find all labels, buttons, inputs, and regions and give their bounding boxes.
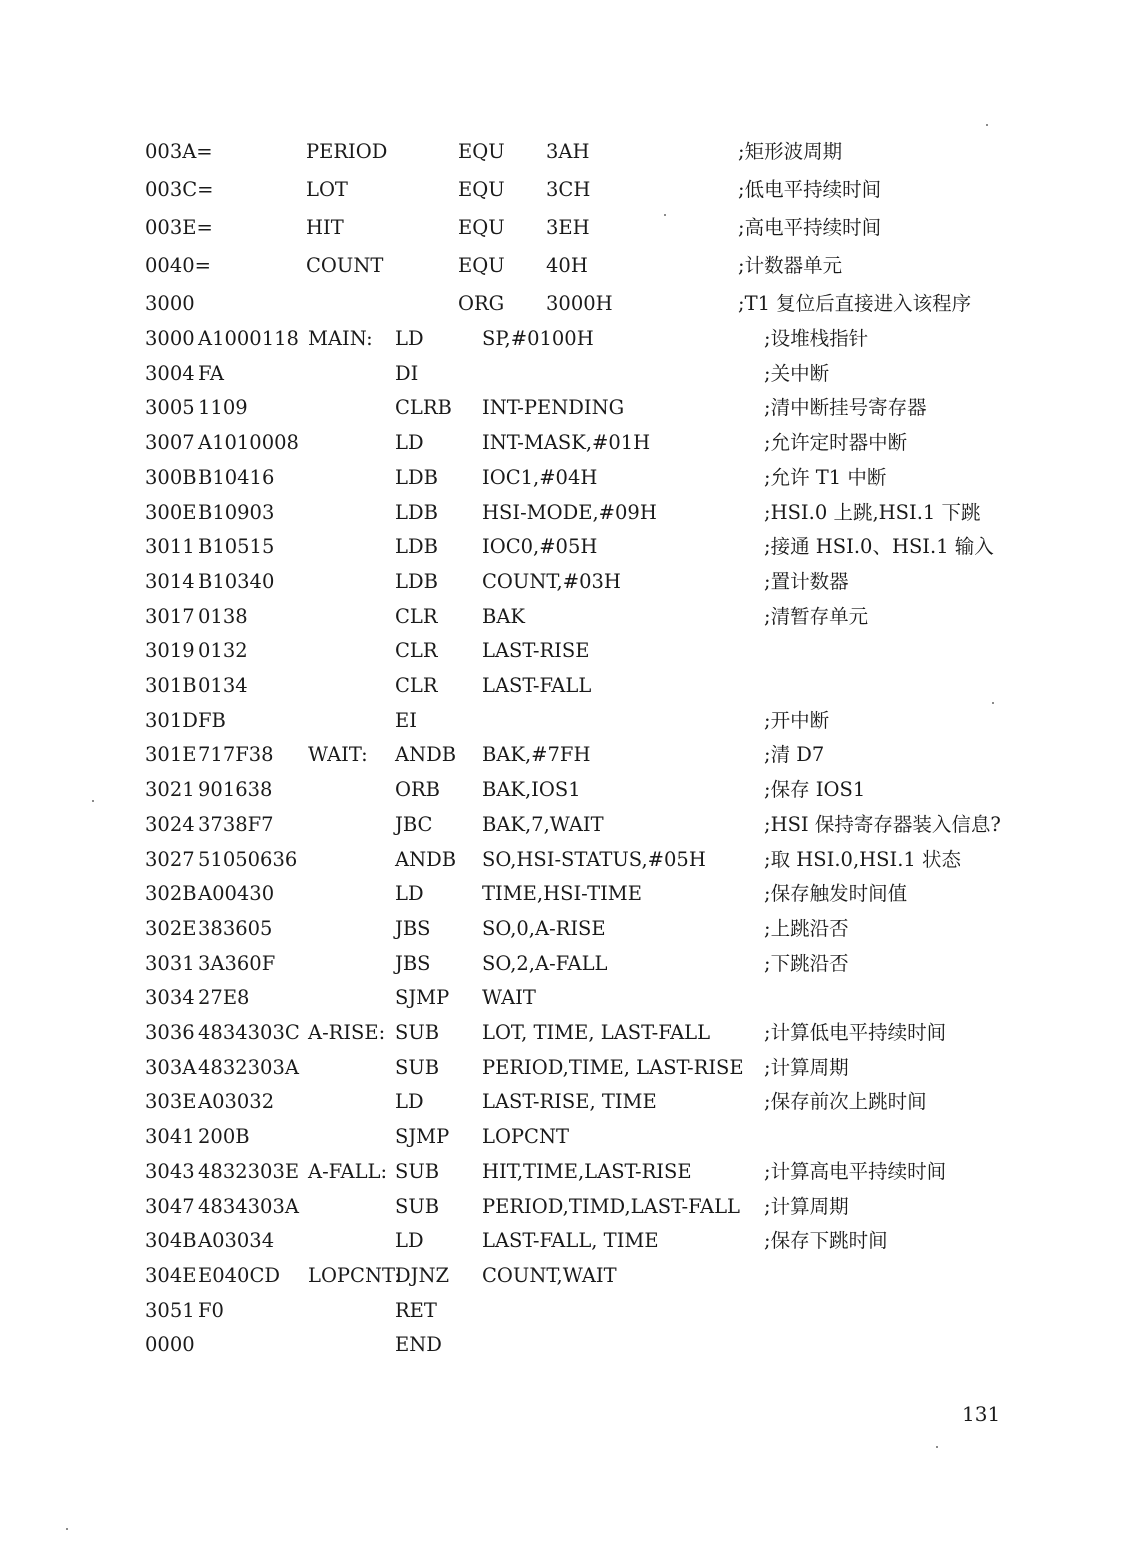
listing-line xyxy=(0,669,1122,703)
comment-cell: ;计算高电平持续时间 xyxy=(764,1160,947,1183)
comment-cell: ;计算周期 xyxy=(764,1195,849,1218)
listing-line xyxy=(0,704,1122,738)
operand-cell: SO,2,A-FALL xyxy=(482,952,608,975)
listing-line xyxy=(0,600,1122,634)
mnemonic-cell: CLR xyxy=(395,674,438,697)
operand-cell: INT-MASK,#01H xyxy=(482,431,651,454)
mnemonic-cell: LD xyxy=(395,1090,424,1113)
directive-cell: EQU xyxy=(458,254,505,277)
mnemonic-cell: JBC xyxy=(395,813,433,836)
mnemonic-cell: EI xyxy=(395,709,417,732)
listing-line xyxy=(0,808,1122,842)
operand-cell: BAK xyxy=(482,605,525,628)
listing-line xyxy=(0,912,1122,946)
address-cell: 3021 xyxy=(145,778,195,801)
mnemonic-cell: DI xyxy=(395,362,419,385)
listing-line xyxy=(0,461,1122,495)
listing-line xyxy=(0,1190,1122,1224)
machine-code-cell: A1000118 xyxy=(198,327,299,350)
comment-cell: ;设堆栈指针 xyxy=(764,327,869,350)
listing-line xyxy=(0,877,1122,911)
operand-cell: 3CH xyxy=(546,178,591,201)
listing-line xyxy=(0,530,1122,564)
machine-code-cell: B10340 xyxy=(198,570,275,593)
address-cell: 3007 xyxy=(145,431,195,454)
listing-line xyxy=(0,287,1122,321)
comment-cell: ;保存前次上跳时间 xyxy=(764,1090,927,1113)
mnemonic-cell: CLRB xyxy=(395,396,452,419)
address-cell: 3041 xyxy=(145,1125,195,1148)
address-cell: 3024 xyxy=(145,813,195,836)
address-cell: 304E xyxy=(145,1264,197,1287)
listing-line xyxy=(0,1016,1122,1050)
address-cell: 3047 xyxy=(145,1195,195,1218)
address-cell: 300B xyxy=(145,466,197,489)
symbol-cell: HIT xyxy=(306,216,344,239)
mnemonic-cell: LD xyxy=(395,1229,424,1252)
comment-cell: ;下跳沿否 xyxy=(764,952,849,975)
address-cell: 0040= xyxy=(145,254,211,277)
address-cell: 301D xyxy=(145,709,198,732)
operand-cell: BAK,7,WAIT xyxy=(482,813,604,836)
operand-cell: LOPCNT xyxy=(482,1125,570,1148)
label-cell: MAIN: xyxy=(308,327,373,350)
mnemonic-cell: SJMP xyxy=(395,986,450,1009)
address-cell: 302B xyxy=(145,882,197,905)
operand-cell: SP,#0100H xyxy=(482,327,594,350)
mnemonic-cell: SUB xyxy=(395,1195,440,1218)
machine-code-cell: 4832303E xyxy=(198,1160,300,1183)
comment-cell: ;取 HSI.0,HSI.1 状态 xyxy=(764,848,962,871)
address-cell: 3051 xyxy=(145,1299,195,1322)
machine-code-cell: 717F38 xyxy=(198,743,274,766)
comment-cell: ;高电平持续时间 xyxy=(738,216,882,239)
listing-line xyxy=(0,1259,1122,1293)
mnemonic-cell: LDB xyxy=(395,570,438,593)
directive-cell: ORG xyxy=(458,292,505,315)
operand-cell: SO,0,A-RISE xyxy=(482,917,606,940)
machine-code-cell: 3738F7 xyxy=(198,813,274,836)
mnemonic-cell: SUB xyxy=(395,1160,440,1183)
scan-speck xyxy=(664,214,666,216)
label-cell: A-FALL: xyxy=(308,1160,388,1183)
address-cell: 303A xyxy=(145,1056,197,1079)
operand-cell: LAST-RISE, TIME xyxy=(482,1090,657,1113)
address-cell: 3036 xyxy=(145,1021,195,1044)
mnemonic-cell: DJNZ xyxy=(395,1264,450,1287)
listing-line xyxy=(0,496,1122,530)
address-cell: 3000 xyxy=(145,327,195,350)
machine-code-cell: 1109 xyxy=(198,396,248,419)
machine-code-cell: 0132 xyxy=(198,639,248,662)
page-number: 131 xyxy=(962,1402,1001,1426)
label-cell: A-RISE: xyxy=(308,1021,386,1044)
listing-line xyxy=(0,249,1122,283)
address-cell: 3027 xyxy=(145,848,195,871)
comment-cell: ;上跳沿否 xyxy=(764,917,849,940)
machine-code-cell: A03032 xyxy=(198,1090,275,1113)
mnemonic-cell: CLR xyxy=(395,605,438,628)
listing-line xyxy=(0,738,1122,772)
machine-code-cell: A1010008 xyxy=(198,431,299,454)
machine-code-cell: FA xyxy=(198,362,224,385)
mnemonic-cell: LD xyxy=(395,882,424,905)
mnemonic-cell: LDB xyxy=(395,501,438,524)
scan-speck xyxy=(986,124,988,126)
comment-cell: ;T1 复位后直接进入该程序 xyxy=(738,292,972,315)
address-cell: 3005 xyxy=(145,396,195,419)
mnemonic-cell: ORB xyxy=(395,778,440,801)
mnemonic-cell: JBS xyxy=(395,917,431,940)
operand-cell: BAK,#7FH xyxy=(482,743,591,766)
machine-code-cell: A03034 xyxy=(198,1229,275,1252)
operand-cell: HSI-MODE,#09H xyxy=(482,501,657,524)
address-cell: 3004 xyxy=(145,362,195,385)
comment-cell: ;计算周期 xyxy=(764,1056,849,1079)
listing-line xyxy=(0,1120,1122,1154)
address-cell: 003C= xyxy=(145,178,214,201)
mnemonic-cell: JBS xyxy=(395,952,431,975)
operand-cell: PERIOD,TIMD,LAST-FALL xyxy=(482,1195,740,1218)
mnemonic-cell: ANDB xyxy=(395,743,457,766)
comment-cell: ;保存触发时间值 xyxy=(764,882,908,905)
machine-code-cell: 200B xyxy=(198,1125,250,1148)
operand-cell: COUNT,WAIT xyxy=(482,1264,617,1287)
address-cell: 3019 xyxy=(145,639,195,662)
comment-cell: ;清 D7 xyxy=(764,743,825,766)
comment-cell: ;HSI 保持寄存器装入信息? xyxy=(764,813,1001,836)
listing-line xyxy=(0,947,1122,981)
listing-line xyxy=(0,322,1122,356)
machine-code-cell: 4832303A xyxy=(198,1056,299,1079)
scan-speck xyxy=(936,1446,938,1448)
mnemonic-cell: LD xyxy=(395,431,424,454)
listing-line xyxy=(0,357,1122,391)
listing-line xyxy=(0,634,1122,668)
listing-line xyxy=(0,565,1122,599)
comment-cell: ;保存下跳时间 xyxy=(764,1229,888,1252)
comment-cell: ;接通 HSI.0、HSI.1 输入 xyxy=(764,535,994,558)
machine-code-cell: B10515 xyxy=(198,535,275,558)
operand-cell: LOT, TIME, LAST-FALL xyxy=(482,1021,711,1044)
scan-speck xyxy=(992,702,994,704)
machine-code-cell: 0138 xyxy=(198,605,248,628)
listing-line xyxy=(0,843,1122,877)
comment-cell: ;保存 IOS1 xyxy=(764,778,866,801)
address-cell: 3014 xyxy=(145,570,195,593)
label-cell: LOPCNT: xyxy=(308,1264,401,1287)
listing-line xyxy=(0,1328,1122,1362)
listing-line xyxy=(0,426,1122,460)
operand-cell: COUNT,#03H xyxy=(482,570,621,593)
machine-code-cell: 4834303A xyxy=(198,1195,299,1218)
mnemonic-cell: CLR xyxy=(395,639,438,662)
directive-cell: EQU xyxy=(458,178,505,201)
operand-cell: IOC0,#05H xyxy=(482,535,598,558)
address-cell: 3034 xyxy=(145,986,195,1009)
mnemonic-cell: RET xyxy=(395,1299,437,1322)
comment-cell: ;关中断 xyxy=(764,362,830,385)
listing-line xyxy=(0,773,1122,807)
mnemonic-cell: LDB xyxy=(395,466,438,489)
mnemonic-cell: ANDB xyxy=(395,848,457,871)
comment-cell: ;计数器单元 xyxy=(738,254,843,277)
address-cell: 003E= xyxy=(145,216,213,239)
address-cell: 3031 xyxy=(145,952,195,975)
address-cell: 3017 xyxy=(145,605,195,628)
mnemonic-cell: LD xyxy=(395,327,424,350)
machine-code-cell: B10903 xyxy=(198,501,275,524)
address-cell: 300E xyxy=(145,501,197,524)
operand-cell: LAST-FALL, TIME xyxy=(482,1229,659,1252)
operand-cell: IOC1,#04H xyxy=(482,466,598,489)
mnemonic-cell: END xyxy=(395,1333,442,1356)
comment-cell: ;HSI.0 上跳,HSI.1 下跳 xyxy=(764,501,981,524)
listing-line xyxy=(0,391,1122,425)
comment-cell: ;清中断挂号寄存器 xyxy=(764,396,927,419)
operand-cell: 40H xyxy=(546,254,588,277)
operand-cell: LAST-RISE xyxy=(482,639,590,662)
operand-cell: PERIOD,TIME, LAST-RISE xyxy=(482,1056,744,1079)
listing-line xyxy=(0,1051,1122,1085)
mnemonic-cell: SJMP xyxy=(395,1125,450,1148)
comment-cell: ;矩形波周期 xyxy=(738,140,843,163)
operand-cell: SO,HSI-STATUS,#05H xyxy=(482,848,706,871)
comment-cell: ;低电平持续时间 xyxy=(738,178,882,201)
machine-code-cell: E040CD xyxy=(198,1264,281,1287)
operand-cell: TIME,HSI-TIME xyxy=(482,882,642,905)
listing-line xyxy=(0,1155,1122,1189)
machine-code-cell: B10416 xyxy=(198,466,275,489)
symbol-cell: COUNT xyxy=(306,254,384,277)
operand-cell: 3EH xyxy=(546,216,590,239)
listing-line xyxy=(0,211,1122,245)
machine-code-cell: A00430 xyxy=(198,882,275,905)
address-cell: 3011 xyxy=(145,535,195,558)
address-cell: 0000 xyxy=(145,1333,195,1356)
operand-cell: 3000H xyxy=(546,292,613,315)
operand-cell: HIT,TIME,LAST-RISE xyxy=(482,1160,692,1183)
listing-line xyxy=(0,173,1122,207)
machine-code-cell: F0 xyxy=(198,1299,224,1322)
machine-code-cell: FB xyxy=(198,709,226,732)
comment-cell: ;清暂存单元 xyxy=(764,605,869,628)
operand-cell: LAST-FALL xyxy=(482,674,592,697)
scan-speck xyxy=(66,1528,68,1530)
operand-cell: WAIT xyxy=(482,986,536,1009)
address-cell: 3043 xyxy=(145,1160,195,1183)
address-cell: 302E xyxy=(145,917,197,940)
symbol-cell: PERIOD xyxy=(306,140,388,163)
operand-cell: BAK,IOS1 xyxy=(482,778,581,801)
listing-line xyxy=(0,1085,1122,1119)
comment-cell: ;置计数器 xyxy=(764,570,849,593)
address-cell: 304B xyxy=(145,1229,197,1252)
address-cell: 003A= xyxy=(145,140,213,163)
listing-line xyxy=(0,1294,1122,1328)
machine-code-cell: 383605 xyxy=(198,917,273,940)
operand-cell: 3AH xyxy=(546,140,590,163)
mnemonic-cell: LDB xyxy=(395,535,438,558)
address-cell: 301E xyxy=(145,743,197,766)
machine-code-cell: 3A360F xyxy=(198,952,276,975)
comment-cell: ;允许 T1 中断 xyxy=(764,466,887,489)
listing-line xyxy=(0,981,1122,1015)
machine-code-cell: 51050636 xyxy=(198,848,298,871)
directive-cell: EQU xyxy=(458,216,505,239)
comment-cell: ;计算低电平持续时间 xyxy=(764,1021,947,1044)
scan-speck xyxy=(92,800,94,802)
mnemonic-cell: SUB xyxy=(395,1021,440,1044)
address-cell: 301B xyxy=(145,674,197,697)
symbol-cell: LOT xyxy=(306,178,348,201)
machine-code-cell: 27E8 xyxy=(198,986,250,1009)
label-cell: WAIT: xyxy=(308,743,368,766)
listing-line xyxy=(0,1224,1122,1258)
address-cell: 303E xyxy=(145,1090,197,1113)
address-cell: 3000 xyxy=(145,292,195,315)
directive-cell: EQU xyxy=(458,140,505,163)
comment-cell: ;允许定时器中断 xyxy=(764,431,908,454)
operand-cell: INT-PENDING xyxy=(482,396,625,419)
machine-code-cell: 901638 xyxy=(198,778,273,801)
comment-cell: ;开中断 xyxy=(764,709,830,732)
listing-line xyxy=(0,135,1122,169)
machine-code-cell: 4834303C xyxy=(198,1021,300,1044)
machine-code-cell: 0134 xyxy=(198,674,248,697)
mnemonic-cell: SUB xyxy=(395,1056,440,1079)
